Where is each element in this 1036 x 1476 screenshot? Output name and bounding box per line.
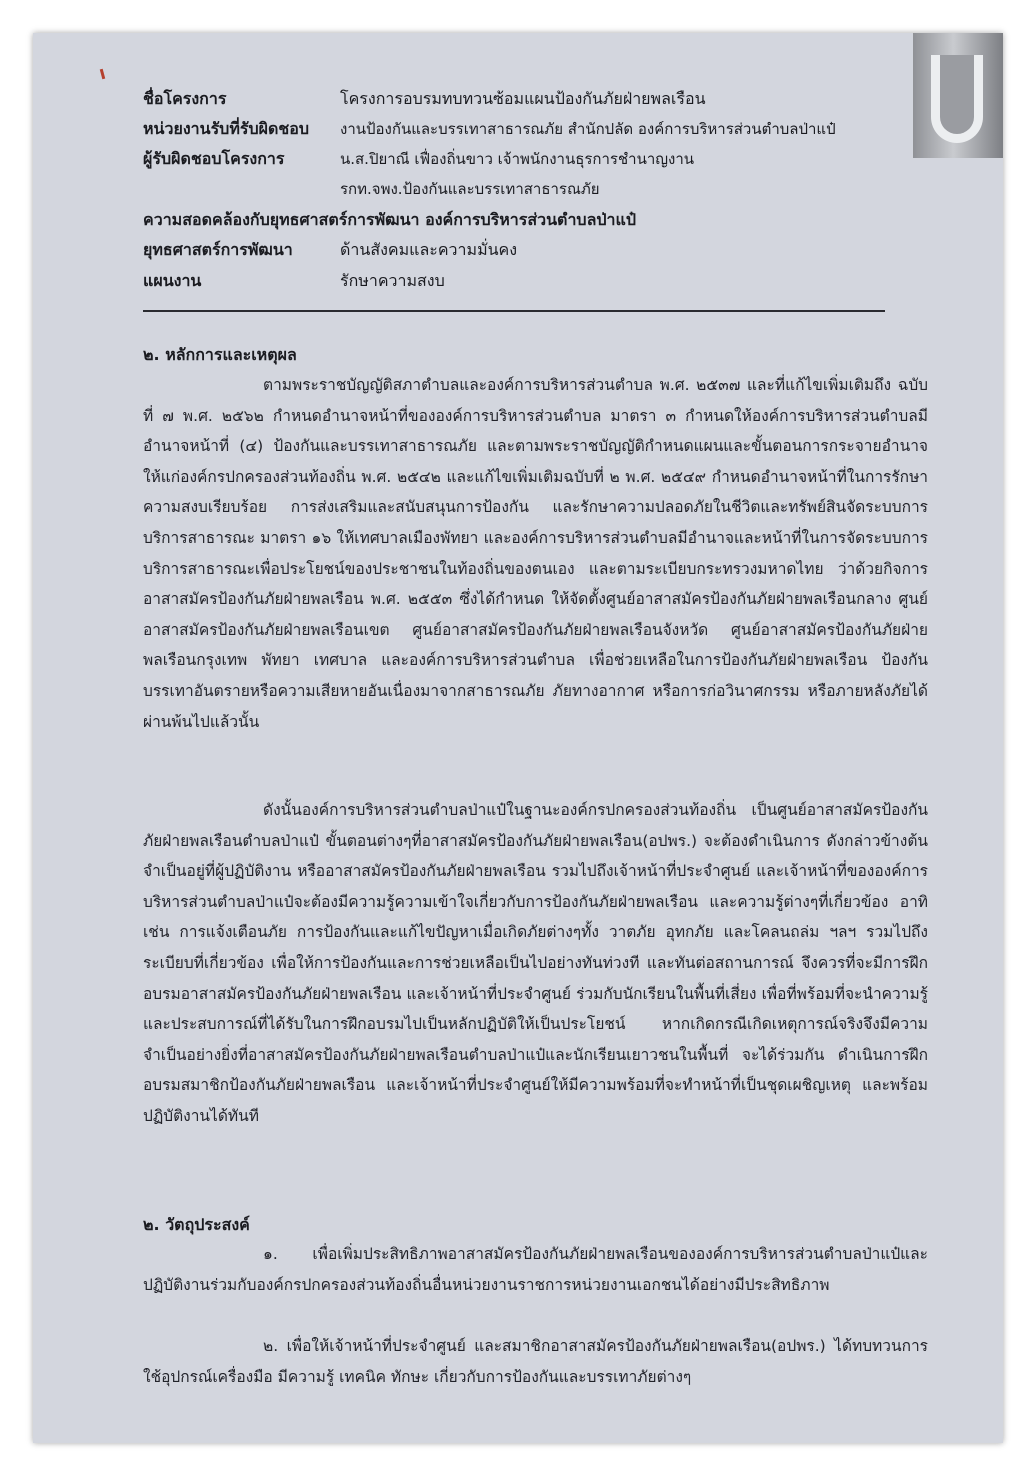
binder-clip-ring: [931, 55, 983, 143]
document-page: [33, 33, 1003, 1443]
strategy-label: ยุทธศาสตร์การพัฒนา: [143, 240, 293, 259]
strategy-value: ด้านสังคมและความมั่นคง: [340, 240, 518, 259]
header-divider: [143, 310, 885, 312]
plan-value: รักษาความสงบ: [340, 271, 445, 290]
section-heading-rationale: ๒. หลักการและเหตุผล: [143, 345, 297, 364]
section-heading-objectives: ๒. วัตถุประสงค์: [143, 1215, 250, 1234]
plan-label: แผนงาน: [143, 271, 202, 290]
rationale-paragraph-2: ดังนั้นองค์การบริหารส่วนตำบลป่าแป๋ในฐานะองค์กรปกครองส่วนท้องถิ่น เป็นศูนย์อาสาสมัครป้องกันภัยฝ่ายพลเรือนตำบลป่าแป๋ ขั้นตอนต่างๆที่อาสาสมัครป้องกันภัยฝ่ายพลเรือน(อปพร.) จะต้องดำเนินการ ดังกล่าวข้างต้น จำเป็นอยู่ที่ผู้ปฏิบัติงาน หรืออาสาสมัครป้องกันภัยฝ่ายพลเรือน รวมไปถึงเจ้าหน้าที่ประจำศูนย์ และเจ้าหน้าที่ขององค์การบริหารส่วนตำบลป่าแป๋จะต้องมีความรู้ความเข้าใจเกี่ยวกับการป้องกันภัยฝ่ายพลเรือน และความรู้ต่างๆที่เกี่ยวข้อง อาทิ เช่น การแจ้งเตือนภัย การป้องกันและแก้ไขปัญหาเมื่อเกิดภัยต่างๆทั้ง วาตภัย อุทกภัย และโคลนถล่ม ฯลฯ รวมไปถึงระเบียบที่เกี่ยวข้อง เพื่อให้การป้องกันและการช่วยเหลือเป็นไปอย่างทันท่วงที และทันต่อสถานการณ์ จึงควรที่จะมีการฝึกอบรมอาสาสมัครป้องกันภัยฝ่ายพลเรือน และเจ้าหน้าที่ประจำศูนย์ ร่วมกับนักเรียนในพื้นที่เสี่ยง เพื่อที่พร้อมที่จะนำความรู้และประสบการณ์ที่ได้รับในการฝึกอบรมไปเป็นหลักปฏิบัติให้เป็นประโยชน์ หากเกิดกรณีเกิดเหตุการณ์จริงจึงมีความจำเป็นอย่างยิ่งที่อาสาสมัครป้องกันภัยฝ่ายพลเรือนตำบลป่าแป๋และนักเรียนเยาวชนในพื้นที่ จะได้ร่วมกัน ดำเนินการฝึกอบรมสมาชิกป้องกันภัยฝ่ายพลเรือน และเจ้าหน้าที่ประจำศูนย์ให้มีความพร้อมที่จะทำหน้าที่เป็นชุดเผชิญเหตุ และพร้อมปฏิบัติงานได้ทันที: [143, 801, 928, 1125]
project-label: ชื่อโครงการ: [143, 89, 227, 108]
unit-label: หน่วยงานรับที่รับผิดชอบ: [143, 119, 310, 138]
binder-clip-icon: [913, 33, 1003, 158]
owner-value-line2: รกท.จพง.ป้องกันและบรรเทาสาธารณภัย: [340, 180, 600, 198]
objective-1: ๑. เพื่อเพิ่มประสิทธิภาพอาสาสมัครป้องกันภัยฝ่ายพลเรือนขององค์การบริหารส่วนตำบลป่าแป๋และปฏิบัติงานร่วมกับองค์กรปกครองส่วนท้องถิ่นอื่นหน่วยงานราชการหน่วยงานเอกชนได้อย่างมีประสิทธิภาพ: [143, 1245, 928, 1294]
owner-label: ผู้รับผิดชอบโครงการ: [143, 149, 285, 168]
strategy-alignment-line: ความสอดคล้องกับยุทธศาสตร์การพัฒนา องค์การบริหารส่วนตำบลป่าแป๋: [143, 210, 636, 229]
objective-2: ๒. เพื่อให้เจ้าหน้าที่ประจำศูนย์ และสมาชิกอาสาสมัครป้องกันภัยฝ่ายพลเรือน(อปพร.) ได้ทบทวนการใช้อุปกรณ์เครื่องมือ มีความรู้ เทคนิค ทักษะ เกี่ยวกับการป้องกันและบรรเทาภัยต่างๆ: [143, 1337, 928, 1386]
owner-value: น.ส.ปิยาณี เฟื่องถิ่นขาว เจ้าพนักงานธุรการชำนาญงาน: [340, 150, 695, 168]
rationale-paragraph-1: ตามพระราชบัญญัติสภาตำบลและองค์การบริหารส่วนตำบล พ.ศ. ๒๕๓๗ และที่แก้ไขเพิ่มเติมถึง ฉบับที่ ๗ พ.ศ. ๒๕๖๒ กำหนดอำนาจหน้าที่ขององค์การบริหารส่วนตำบล มาตรา ๓ กำหนดให้องค์การบริหารส่วนตำบลมีอำนาจหน้าที่ (๔) ป้องกันและบรรเทาสาธารณภัย และตามพระราชบัญญัติกำหนดแผนและขั้นตอนการกระจายอำนาจให้แก่องค์กรปกครองส่วนท้องถิ่น พ.ศ. ๒๕๔๒ และแก้ไขเพิ่มเติมฉบับที่ ๒ พ.ศ. ๒๕๔๙ กำหนดอำนาจหน้าที่ในการรักษาความสงบเรียบร้อย การส่งเสริมและสนับสนุนการป้องกัน และรักษาความปลอดภัยในชีวิตและทรัพย์สินจัดระบบการบริการสาธารณะ มาตรา ๑๖ ให้เทศบาลเมืองพัทยา และองค์การบริหารส่วนตำบลมีอำนาจและหน้าที่ในการจัดระบบการบริการสาธารณะเพื่อประโยชน์ของประชาชนในท้องถิ่นของตนเอง และตามระเบียบกระทรวงมหาดไทย ว่าด้วยกิจการอาสาสมัครป้องกันภัยฝ่ายพลเรือน พ.ศ. ๒๕๕๓ ซึ่งได้กำหนด ให้จัดตั้งศูนย์อาสาสมัครป้องกันภัยฝ่ายพลเรือนกลาง ศูนย์อาสาสมัครป้องกันภัยฝ่ายพลเรือนเขต ศูนย์อาสาสมัครป้องกันภัยฝ่ายพลเรือนจังหวัด ศูนย์อาสาสมัครป้องกันภัยฝ่ายพลเรือนกรุงเทพ พัทยา เทศบาล และองค์การบริหารส่วนตำบล เพื่อช่วยเหลือในการป้องกันภัยฝ่ายพลเรือน ป้องกันบรรเทาอันตรายหรือความเสียหายอันเนื่องมาจากสาธารณภัย ภัยทางอากาศ หรือการก่อวินาศกรรม หรือภายหลังภัยได้ผ่านพ้นไปแล้วนั้น: [143, 376, 928, 731]
red-pen-mark: [100, 69, 105, 79]
unit-value: งานป้องกันและบรรเทาสาธารณภัย สำนักปลัด องค์การบริหารส่วนตำบลป่าแป๋: [340, 120, 836, 138]
project-value: โครงการอบรมทบทวนซ้อมแผนป้องกันภัยฝ่ายพลเรือน: [340, 89, 706, 108]
